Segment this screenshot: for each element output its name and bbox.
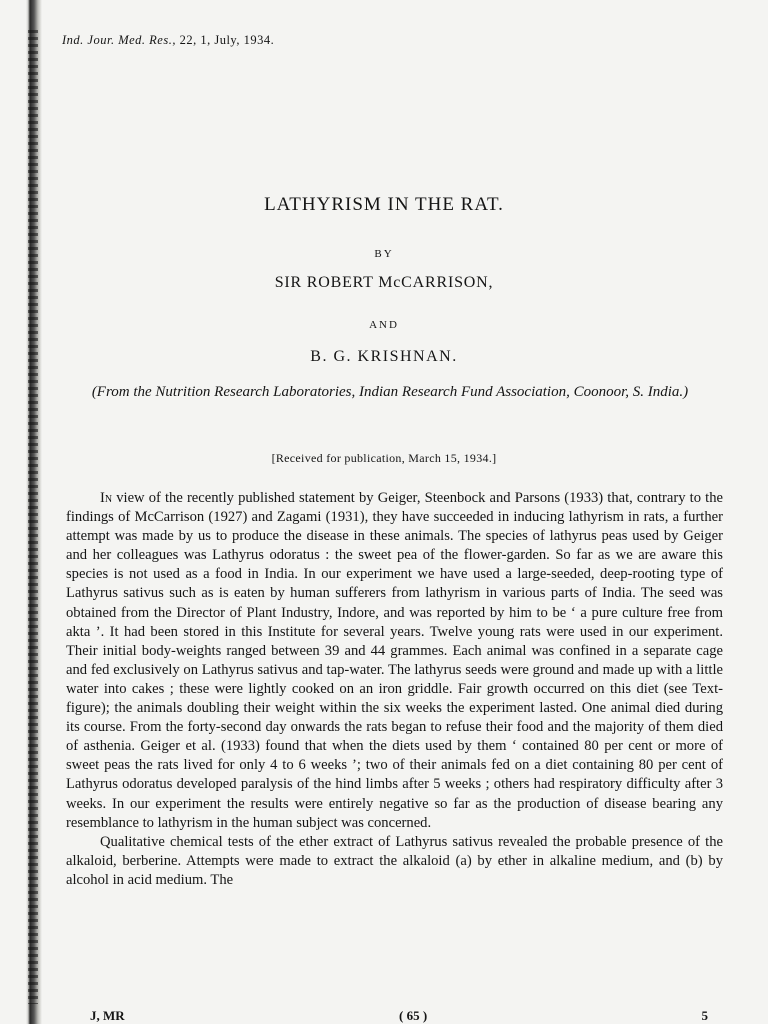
article-body — [66, 489, 723, 890]
journal-reference — [62, 33, 274, 48]
journal-name: Ind. Jour. Med. Res., — [62, 33, 176, 47]
author-1: SIR ROBERT McCARRISON, — [274, 274, 494, 291]
footer-page-number: ( 65 ) — [399, 1008, 428, 1023]
paragraph-2: Qualitative chemical tests of the ether extract of Lathyrus sativus revealed the probable presence of the alkaloid, berberine. Attempts were made to extract the alkaloid (a) by ether in alkaline medium, and (b) by alcohol in acid medium. The — [66, 833, 723, 888]
footer-signature: J, MR — [90, 1008, 125, 1023]
by-line: BY — [374, 248, 394, 260]
affiliation: (From the Nutrition Research Laboratories, Indian Research Fund Association, Coonoor, S. India.) — [91, 384, 689, 400]
page-footer — [90, 1008, 708, 1024]
paragraph-1-text: view of the recently published statement by Geiger, Steenbock and Parsons (1933) that, contrary to the findings of McCarrison (1927) and Zagami (1931), they have succeeded in inducing lathyrism in rats, a further attempt was made by us to produce the disease in these animals. The species of lathyrus peas used by Geiger and her colleagues was Lathyrus odoratus : the sweet pea of the flower-garden. So far as we are aware this species is not used as a food in India. In our experiment we have used a large-seeded, deep-rooting type of Lathyrus sativus such as is eaten by human sufferers from lathyrism in various parts of India. The seed was obtained from the Director of Plant Industry, Indore, and was reported by him to be ‘ a pure culture free from akta ’. It had been stored in this Institute for several years. Twelve young rats were used in our experiment. Their initial body-weights ranged between 39 and 44 grammes. Each animal was confined in a separate cage and fed exclusively on Lathyrus sativus and tap-water. The lathyrus seeds were ground and made up with a little water into cakes ; these were lightly cooked on an iron griddle. Fair growth occurred on this diet (see Text-figure); the animals doubling their weight within the six weeks the experiment lasted. One animal died during its course. From the forty-second day onwards the rats began to refuse their food and the majority of them died of asthenia. Geiger et al. (1933) found that when the diets used by them ‘ contained 80 per cent or more of sweet peas the rats lived for only 4 to 6 weeks ’; two of their animals fed on a diet containing 80 per cent of Lathyrus odoratus developed paralysis of the hind limbs after 5 weeks ; others had respiratory difficulty after 3 weeks. In our experiment the results were entirely negative so far as the production of disease bearing any resemblance to lathyrism in the human subject was concerned. — [66, 490, 723, 831]
journal-volume-date: 22, 1, July, 1934. — [179, 33, 275, 47]
binding-stitching — [28, 30, 38, 1004]
article-title: LATHYRISM IN THE RAT. — [264, 194, 504, 215]
author-2: B. G. KRISHNAN. — [310, 348, 458, 365]
received-date: [Received for publication, March 15, 1934.] — [271, 451, 497, 465]
and-line: AND — [369, 319, 399, 331]
paragraph-1 — [66, 489, 723, 833]
paragraph-1-dropword: In — [100, 490, 113, 506]
footer-mark: 5 — [701, 1008, 708, 1023]
